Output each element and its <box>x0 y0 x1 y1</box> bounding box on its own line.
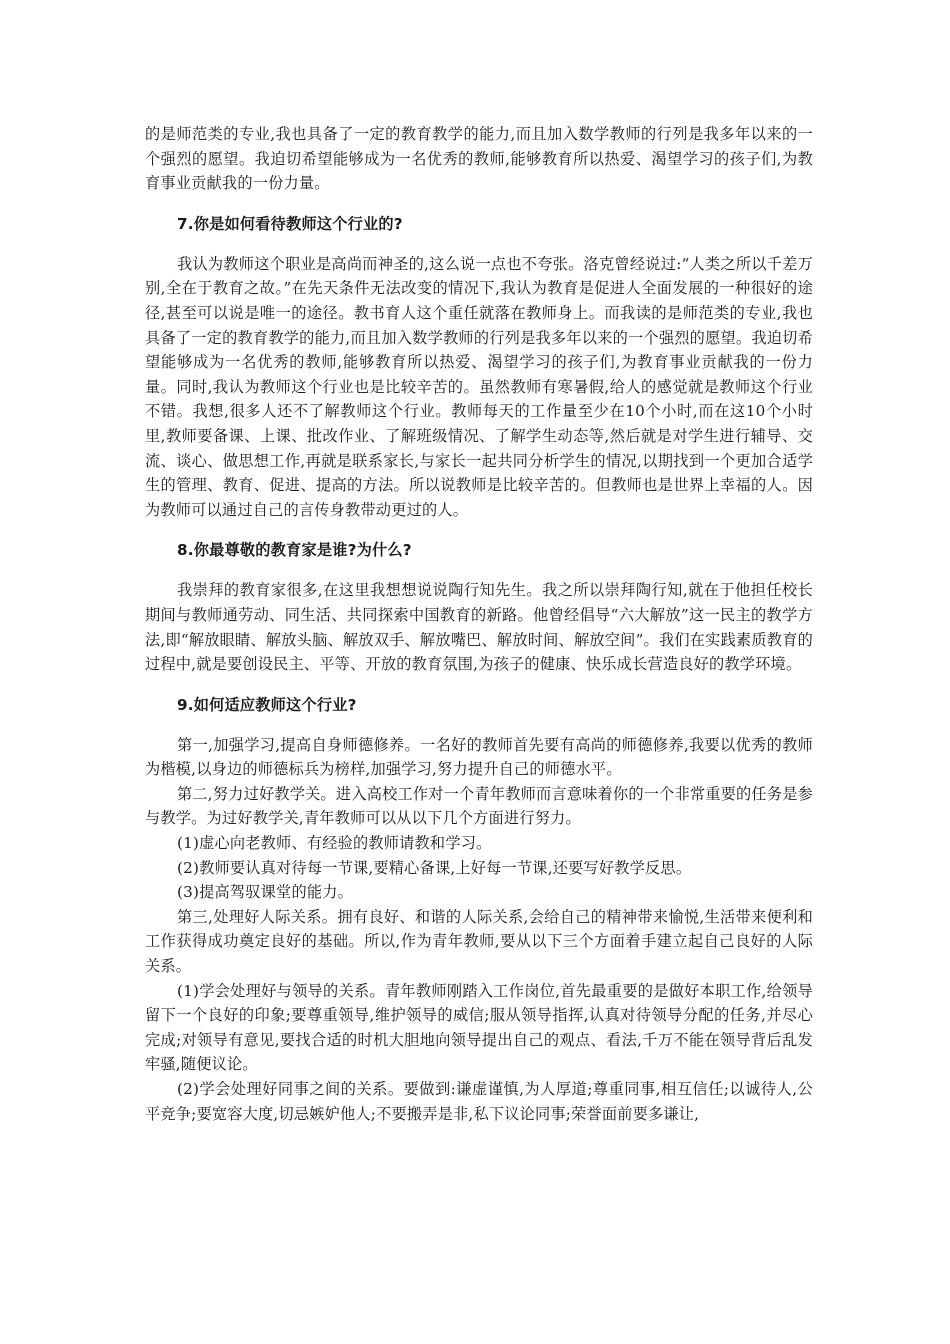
section-9-list-item-2: (2)教师要认真对待每一节课,要精心备课,上好每一节课,还要写好教学反思。 <box>177 858 692 877</box>
section-9-sub-item-1: (1)学会处理好与领导的关系。青年教师刚踏入工作岗位,首先最重要的是做好本职工作,给领导留下一个良好的印象;要尊重领导,维护领导的威信;服从领导指挥,认真对待领导分配的任务,并尽心完成;对领导有意见,要找合适的时机大胆地向领导提出自己的观点、看法,千万不能在领导背后乱发牢骚,随便议论。 <box>145 981 813 1074</box>
section-9-paragraph-2: 第二,努力过好教学关。进入高校工作对一个青年教师而言意味着你的一个非常重要的任务是参与教学。为过好教学关,青年教师可以从以下几个方面进行努力。 <box>145 784 813 828</box>
intro-paragraph: 的是师范类的专业,我也具备了一定的教育教学的能力,而且加入数学教师的行列是我多年以来的一个强烈的愿望。我迫切希望能够成为一名优秀的教师,能够教育所以热爱、渴望学习的孩子们,为教育事业贡献我的一份力量。 <box>145 125 813 193</box>
section-9-sub-item-2: (2)学会处理好同事之间的关系。要做到:谦虚谨慎,为人厚道;尊重同事,相互信任;以诚待人,公平竞争;要宽容大度,切忌嫉妒他人;不要搬弄是非,私下议论同事;荣誉面前要多谦让, <box>145 1080 813 1123</box>
section-7-heading: 7.你是如何看待教师这个行业的? <box>177 214 403 233</box>
section-8-heading: 8.你最尊敬的教育家是谁?为什么? <box>177 541 412 560</box>
section-9-list-item-1: (1)虚心向老教师、有经验的教师请教和学习。 <box>177 834 492 853</box>
section-9-paragraph-3: 第三,处理好人际关系。拥有良好、和谐的人际关系,会给自己的精神带来愉悦,生活带来便利和工作获得成功奠定良好的基础。所以,作为青年教师,要从以下三个方面着手建立起自己良好的人际关系。 <box>145 907 813 976</box>
document-page <box>145 122 813 1126</box>
section-8-paragraph: 我崇拜的教育家很多,在这里我想想说说陶行知先生。我之所以崇拜陶行知,就在于他担任校长期间与教师通劳动、同生活、共同探索中国教育的新路。他曾经倡导“六大解放”这一民主的教学方法,即“解放眼睛、解放头脑、解放双手、解放嘴巴、解放时间、解放空间”。我们在实践素质教育的过程中,就是要创设民主、平等、开放的教育氛围,为孩子的健康、快乐成长营造良好的教学环境。 <box>145 581 813 674</box>
section-7-paragraph: 我认为教师这个职业是高尚而神圣的,这么说一点也不夸张。洛克曾经说过:“人类之所以千差万别,全在于教育之故。”在先天条件无法改变的情况下,我认为教育是促进人全面发展的一种很好的途径,甚至可以说是唯一的途径。教书育人这个重任就落在教师身上。而我读的是师范类的专业,我也具备了一定的教育教学的能力,而且加入数学教师的行列是我多年以来的一个强烈的愿望。我迫切希望能够成为一名优秀的教师,能够教育所以热爱、渴望学习的孩子们,为教育事业贡献我的一份力量。同时,我认为教师这个行业也是比较辛苦的。虽然教师有寒暑假,给人的感觉就是教师这个行业不错。我想,很多人还不了解教师这个行业。教师每天的工作量至少在10个小时,而在这10个小时里,教师要备课、上课、批改作业、了解班级情况、了解学生动态等,然后就是对学生进行辅导、交流、谈心、做思想工作,再就是联系家长,与家长一起共同分析学生的情况,以期找到一个更加合适学生的管理、教育、促进、提高的方法。所以说教师是比较辛苦的。但教师也是世界上幸福的人。因为教师可以通过自己的言传身教带动更过的人。 <box>145 254 813 519</box>
section-9-heading: 9.如何适应教师这个行业? <box>177 695 357 714</box>
section-9-list-item-3: (3)提高驾驭课堂的能力。 <box>177 883 353 902</box>
section-9-paragraph-1: 第一,加强学习,提高自身师德修养。一名好的教师首先要有高尚的师德修养,我要以优秀的教师为楷模,以身边的师德标兵为榜样,加强学习,努力提升自己的师德水平。 <box>145 735 813 779</box>
